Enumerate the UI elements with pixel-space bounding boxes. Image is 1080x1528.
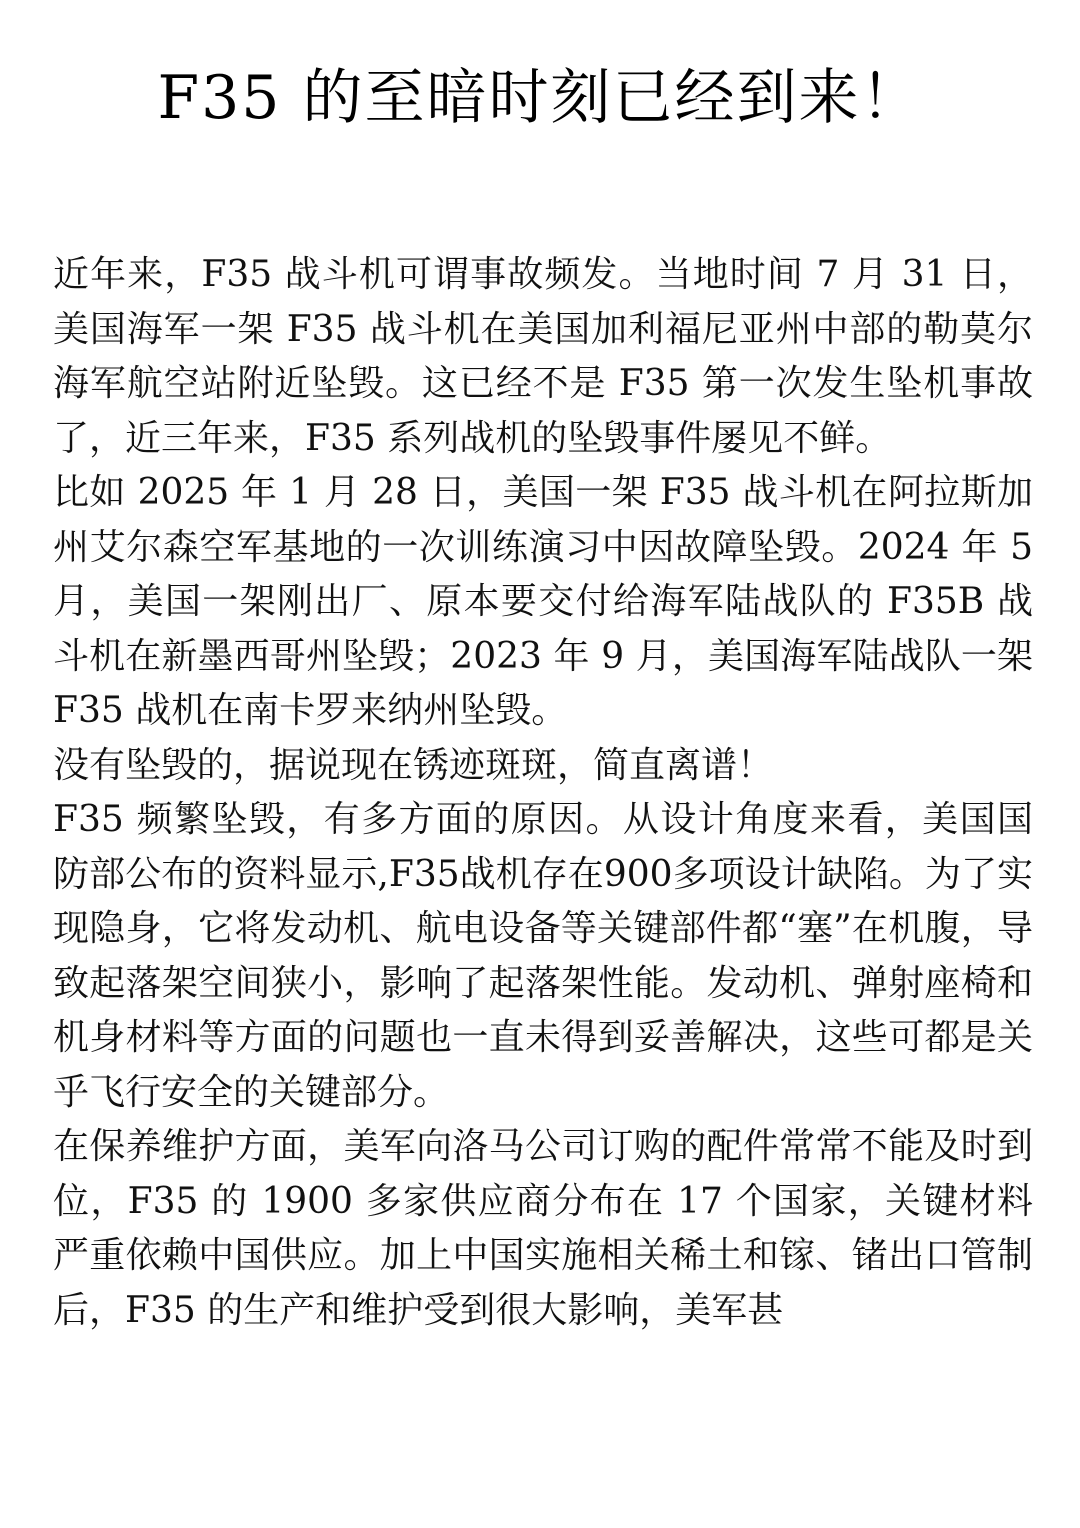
article-paragraph-3: 没有坠毁的，据说现在锈迹斑斑，简直离谱！ <box>53 744 774 786</box>
article-body <box>53 248 1033 1338</box>
article-paragraph-1: 近年来，F35 战斗机可谓事故频发。当地时间 7 月 31 日，美国海军一架 F35 战斗机在美国加利福尼亚州中部的勒莫尔海军航空站附近坠毁。这已经不是 F35 第一次发生坠机事故了，近三年来，F35 系列战机的坠毁事件屡见不鲜。 <box>53 254 1033 459</box>
article-paragraph-2: 比如 2025 年 1 月 28 日，美国一架 F35 战斗机在阿拉斯加州艾尔森空军基地的一次训练演习中因故障坠毁。2024 年 5 月，美国一架刚出厂、原本要交付给海军陆战队的 F35B 战斗机在新墨西哥州坠毁；2023 年 9 月，美国海军陆战队一架 F35 战机在南卡罗来纳州坠毁。 <box>53 472 1033 731</box>
article-paragraph-5: 在保养维护方面，美军向洛马公司订购的配件常常不能及时到位，F35 的 1900 多家供应商分布在 17 个国家，关键材料严重依赖中国供应。加上中国实施相关稀土和镓、锗出口管制后，F35 的生产和维护受到很大影响，美军甚 <box>53 1126 1033 1331</box>
article-paragraph-4: F35 频繁坠毁，有多方面的原因。从设计角度来看，美国国防部公布的资料显示,F35战机存在900多项设计缺陷。为了实现隐身，它将发动机、航电设备等关键部件都“塞”在机腹，导致起落架空间狭小，影响了起落架性能。发动机、弹射座椅和机身材料等方面的问题也一直未得到妥善解决，这些可都是关乎飞行安全的关键部分。 <box>53 799 1033 1113</box>
article-title: F35 的至暗时刻已经到来！ <box>157 63 923 133</box>
